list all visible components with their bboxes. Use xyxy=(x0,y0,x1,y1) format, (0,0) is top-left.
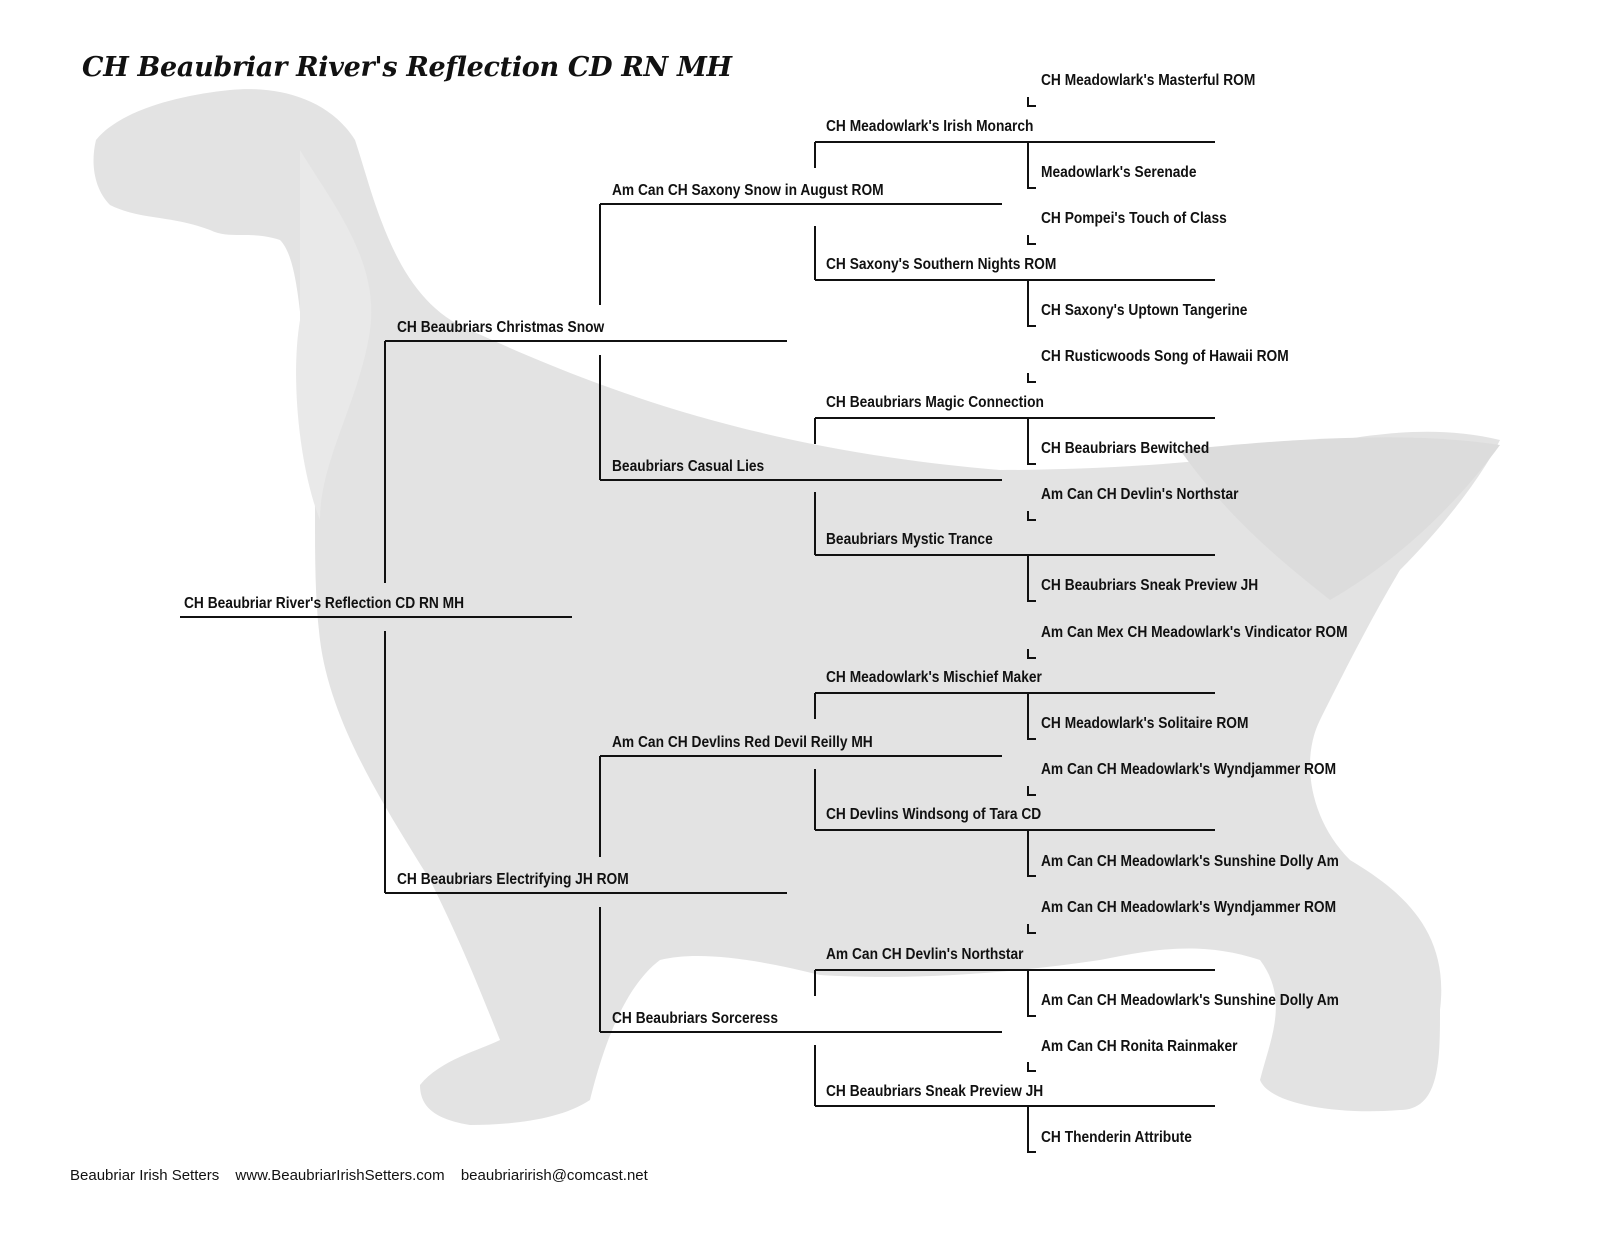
great-great-grandparent-name: CH Thenderin Attribute xyxy=(1041,1129,1192,1146)
grandparent-name: Am Can CH Saxony Snow in August ROM xyxy=(612,182,884,199)
page-title: CH Beaubriar River's Reflection CD RN MH xyxy=(82,52,732,83)
grandparent-name: Am Can CH Devlins Red Devil Reilly MH xyxy=(612,734,873,751)
sire-name: CH Beaubriars Christmas Snow xyxy=(397,319,605,336)
great-grandparent-name: CH Meadowlark's Mischief Maker xyxy=(826,669,1042,686)
great-great-grandparent-name: CH Saxony's Uptown Tangerine xyxy=(1041,302,1248,319)
great-great-grandparent-name: Am Can CH Devlin's Northstar xyxy=(1041,486,1239,503)
great-great-grandparent-name: Meadowlark's Serenade xyxy=(1041,164,1197,181)
great-great-grandparent-name: Am Can Mex CH Meadowlark's Vindicator ROM xyxy=(1041,624,1348,641)
great-grandparent-name: Beaubriars Mystic Trance xyxy=(826,531,993,548)
website-link[interactable]: www.BeaubriarIrishSetters.com xyxy=(235,1167,445,1184)
great-grandparent-name: CH Beaubriars Sneak Preview JH xyxy=(826,1083,1044,1100)
great-great-grandparent-name: CH Beaubriars Bewitched xyxy=(1041,440,1210,457)
great-great-grandparent-name: CH Meadowlark's Solitaire ROM xyxy=(1041,715,1249,732)
great-grandparent-name: CH Saxony's Southern Nights ROM xyxy=(826,256,1057,273)
grandparent-name: Beaubriars Casual Lies xyxy=(612,458,765,475)
great-grandparent-name: CH Meadowlark's Irish Monarch xyxy=(826,118,1034,135)
great-great-grandparent-name: Am Can CH Meadowlark's Wyndjammer ROM xyxy=(1041,899,1337,916)
great-grandparent-name: CH Beaubriars Magic Connection xyxy=(826,394,1044,411)
great-great-grandparent-name: Am Can CH Meadowlark's Sunshine Dolly Am xyxy=(1041,853,1339,870)
footer xyxy=(70,1167,660,1184)
great-great-grandparent-name: CH Rusticwoods Song of Hawaii ROM xyxy=(1041,348,1289,365)
great-great-grandparent-name: CH Meadowlark's Masterful ROM xyxy=(1041,72,1256,89)
grandparent-name: CH Beaubriars Sorceress xyxy=(612,1010,778,1027)
great-great-grandparent-name: Am Can CH Meadowlark's Sunshine Dolly Am xyxy=(1041,992,1339,1009)
email-link[interactable]: beaubriarirish@comcast.net xyxy=(460,1167,648,1184)
dam-name: CH Beaubriars Electrifying JH ROM xyxy=(397,871,629,888)
great-great-grandparent-name: CH Beaubriars Sneak Preview JH xyxy=(1041,577,1259,594)
subject-name: CH Beaubriar River's Reflection CD RN MH xyxy=(184,595,465,612)
great-great-grandparent-name: Am Can CH Meadowlark's Wyndjammer ROM xyxy=(1041,761,1337,778)
great-grandparent-name: Am Can CH Devlin's Northstar xyxy=(826,946,1024,963)
great-great-grandparent-name: CH Pompei's Touch of Class xyxy=(1041,210,1227,227)
great-great-grandparent-name: Am Can CH Ronita Rainmaker xyxy=(1041,1038,1238,1055)
kennel-name: Beaubriar Irish Setters xyxy=(70,1167,220,1184)
great-grandparent-name: CH Devlins Windsong of Tara CD xyxy=(826,806,1042,823)
